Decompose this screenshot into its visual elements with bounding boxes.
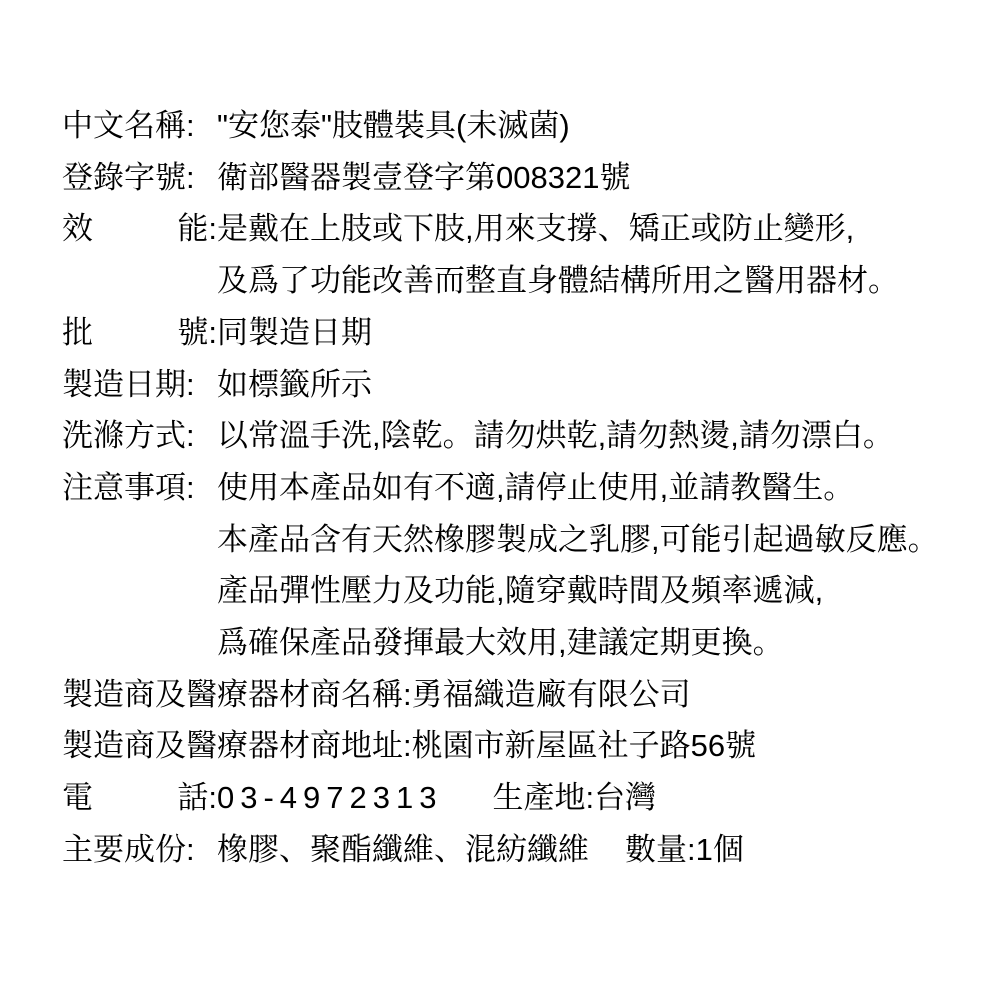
- label-colon: :: [186, 418, 195, 454]
- precautions-label-text: 注意事項: [62, 469, 186, 505]
- phone-label: [62, 772, 217, 824]
- row-phone-origin: [62, 772, 939, 824]
- phone-label-end: [177, 772, 217, 824]
- batch-no-value: 同製造日期: [217, 314, 372, 350]
- label-colon: :: [208, 780, 217, 816]
- row-manufacturer-name: [62, 669, 939, 721]
- label-colon: :: [585, 780, 595, 816]
- row-efficacy: [62, 203, 939, 255]
- product-label-document: [62, 100, 939, 876]
- product-name-value: "安您泰"肢體裝具(未滅菌): [217, 108, 570, 143]
- washing-label: [62, 410, 217, 462]
- precautions-label: [62, 462, 217, 514]
- efficacy-label: [62, 203, 217, 255]
- label-colon: :: [403, 728, 412, 764]
- batch-no-label-last: 號: [177, 314, 209, 350]
- efficacy-value-line1: 是戴在上肢或下肢,用來支撐、矯正或防止變形,: [217, 211, 855, 247]
- ingredients-label-text: 主要成份: [62, 831, 186, 867]
- phone-value: 03-4972313: [217, 780, 443, 816]
- manufacturer-name-label: [62, 669, 412, 721]
- efficacy-value-line2: 及爲了功能改善而整直身體結構所用之醫用器材。: [217, 263, 899, 299]
- label-colon: :: [687, 831, 696, 867]
- registration-no-label-text: 登錄字號: [62, 159, 186, 195]
- label-colon: :: [403, 676, 412, 712]
- manufacture-date-label: [62, 359, 217, 411]
- washing-value: 以常溫手洗,陰乾。請勿烘乾,請勿熱燙,請勿漂白。: [217, 418, 894, 454]
- ingredients-value: 橡膠、聚酯纖維、混紡纖維: [217, 831, 589, 867]
- precautions-value-line1: 使用本產品如有不適,請停止使用,並請教醫生。: [217, 469, 855, 505]
- row-precautions-cont-1: [62, 514, 939, 566]
- manufacturer-address-value: 桃園市新屋區社子路56號: [411, 728, 757, 764]
- precautions-value-line3: 產品彈性壓力及功能,隨穿戴時間及頻率遞減,: [217, 573, 824, 609]
- quantity-label-text: 數量: [625, 831, 687, 867]
- phone-label-first: 電: [62, 780, 93, 816]
- row-ingredients-quantity: [62, 824, 939, 876]
- row-manufacturer-address: [62, 720, 939, 772]
- phone-label-last: 話: [177, 780, 209, 816]
- product-name-label: [62, 100, 217, 152]
- ingredients-label: [62, 824, 217, 876]
- label-colon: :: [186, 366, 195, 402]
- registration-no-label: [62, 152, 217, 204]
- precautions-value-line2: 本產品含有天然橡膠製成之乳膠,可能引起過敏反應。: [217, 521, 939, 557]
- label-colon: :: [208, 314, 217, 350]
- row-product-name: [62, 100, 939, 152]
- precautions-value-line4: 爲確保產品發揮最大效用,建議定期更換。: [217, 625, 784, 661]
- efficacy-label-first: 效: [62, 211, 93, 247]
- manufacture-date-value: 如標籤所示: [217, 366, 372, 402]
- origin-label-text: 生產地: [492, 780, 586, 816]
- row-registration-no: [62, 152, 939, 204]
- label-colon: :: [186, 469, 195, 505]
- washing-label-text: 洗滌方式: [62, 418, 186, 454]
- row-manufacture-date: [62, 359, 939, 411]
- manufacturer-name-value: 勇福織造廠有限公司: [411, 676, 691, 712]
- origin-label: [493, 772, 595, 824]
- manufacturer-address-label-text: 製造商及醫療器材商地址: [62, 728, 403, 764]
- efficacy-label-last: 能: [177, 211, 209, 247]
- manufacturer-address-label: [62, 720, 412, 772]
- manufacture-date-label-text: 製造日期: [62, 366, 186, 402]
- product-name-label-text: 中文名稱: [62, 108, 186, 143]
- quantity-label: [625, 824, 696, 876]
- row-precautions-cont-2: [62, 565, 939, 617]
- row-efficacy-cont: [62, 255, 939, 307]
- row-precautions: [62, 462, 939, 514]
- quantity-value: 1個: [695, 831, 744, 867]
- label-colon: :: [186, 159, 195, 195]
- batch-no-label-end: [177, 307, 217, 359]
- batch-no-label: [62, 307, 217, 359]
- row-washing: [62, 410, 939, 462]
- label-colon: :: [186, 831, 195, 867]
- registration-no-value: 衛部醫器製壹登字第008321號: [217, 159, 631, 195]
- label-colon: :: [186, 108, 195, 143]
- manufacturer-name-label-text: 製造商及醫療器材商名稱: [62, 676, 403, 712]
- row-precautions-cont-3: [62, 617, 939, 669]
- row-batch-no: [62, 307, 939, 359]
- origin-value: 台灣: [594, 780, 657, 816]
- label-colon: :: [208, 211, 217, 247]
- efficacy-label-end: [177, 203, 217, 255]
- batch-no-label-first: 批: [62, 314, 93, 350]
